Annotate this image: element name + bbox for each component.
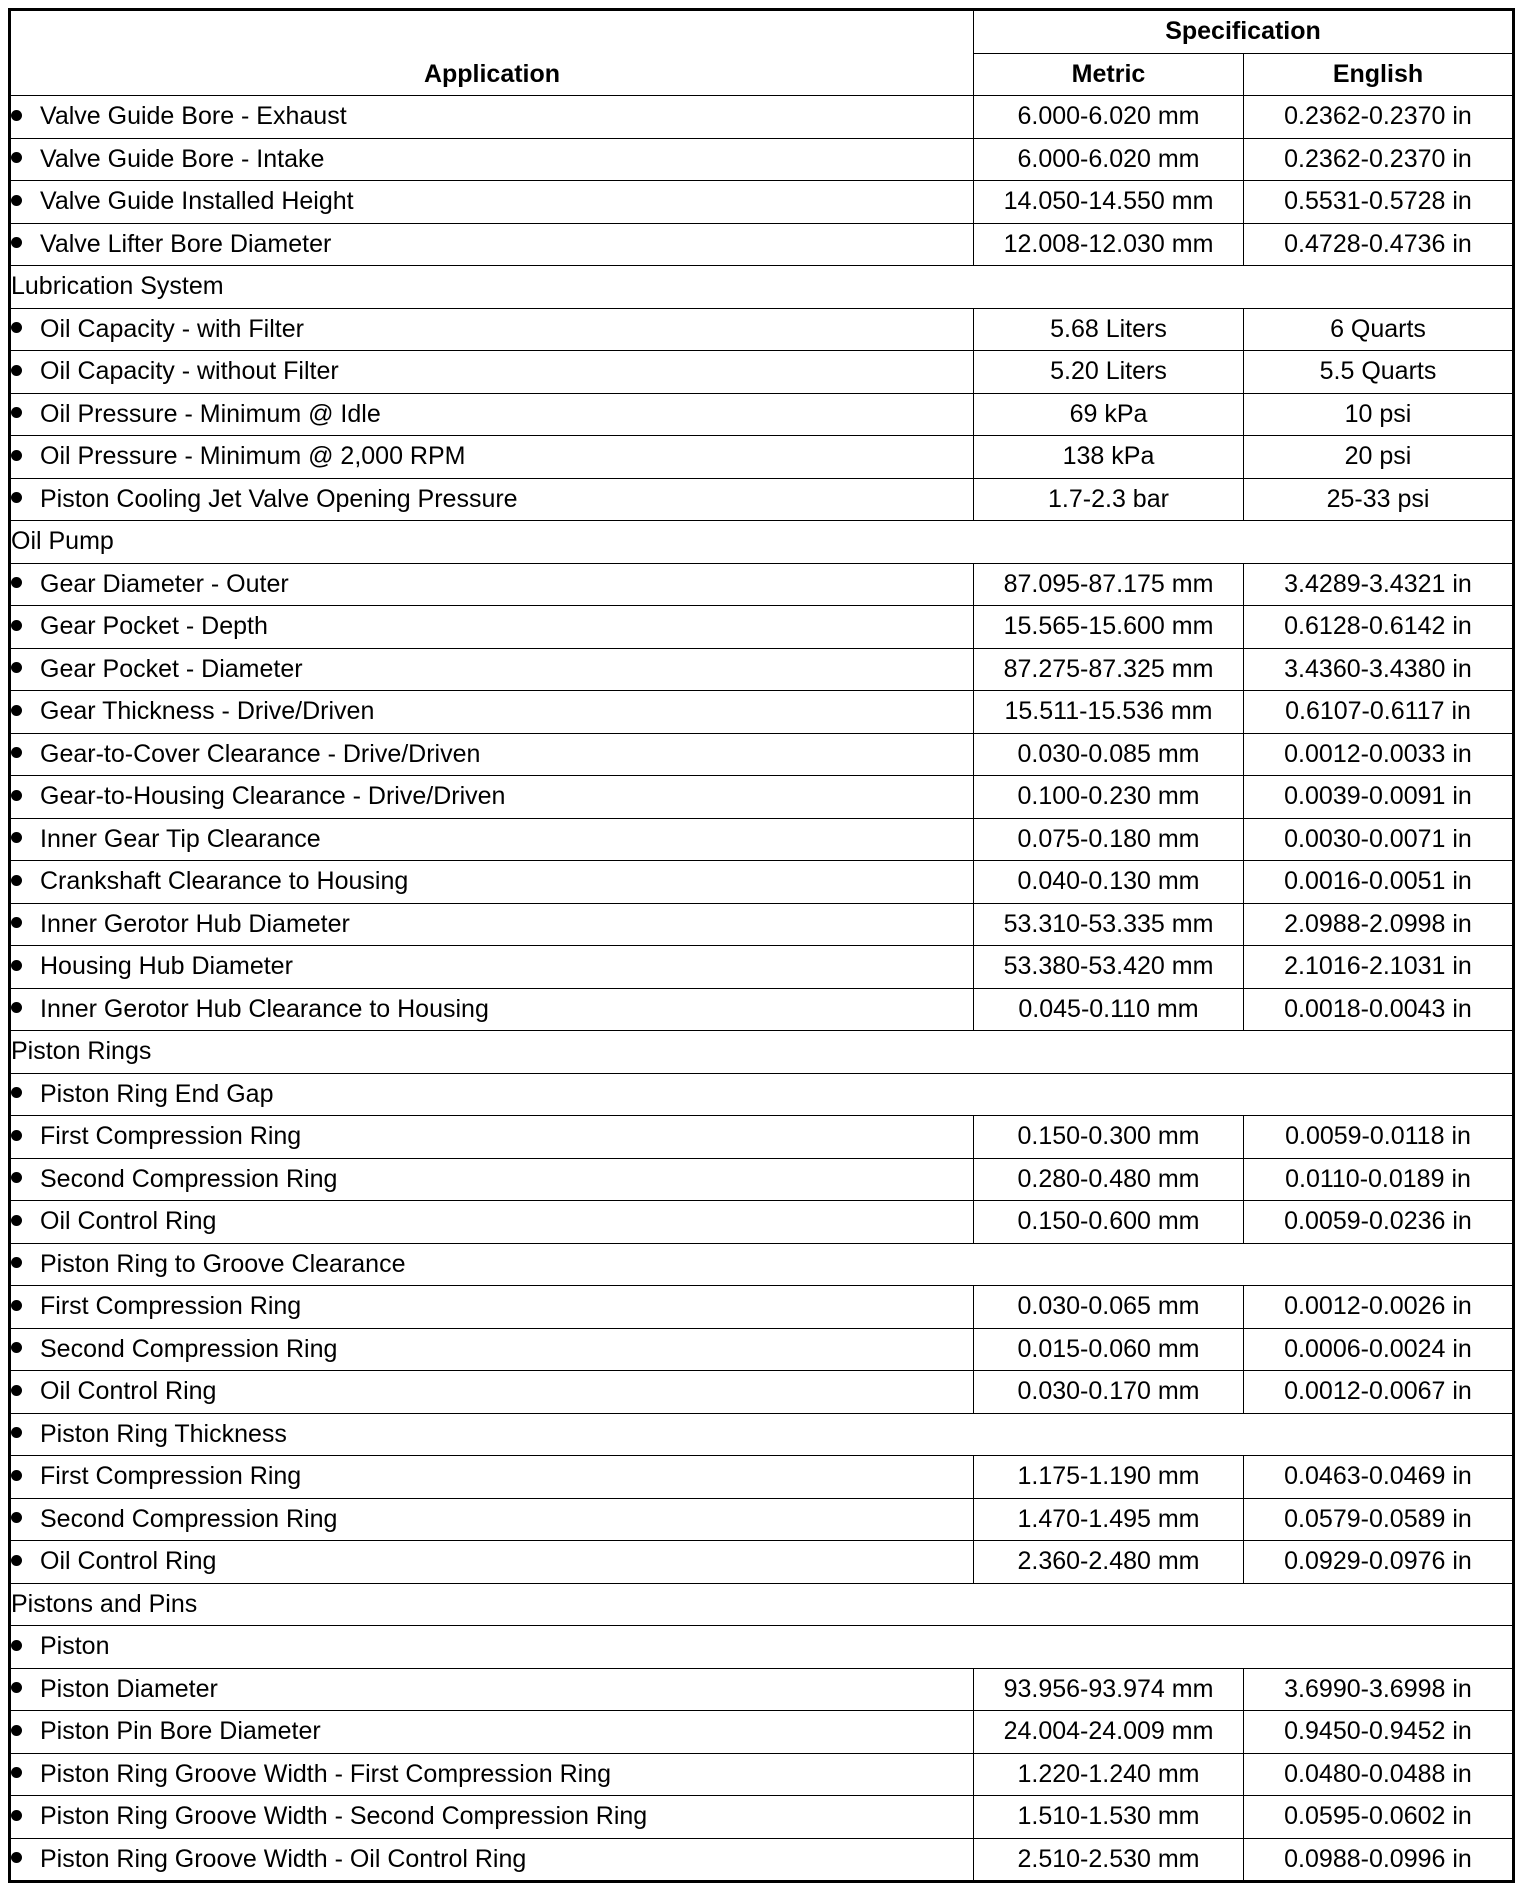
application-label: Piston Ring to Groove Clearance — [40, 1249, 406, 1278]
application-cell — [10, 691, 974, 734]
bullet-icon — [11, 662, 22, 673]
application-label: Piston — [40, 1632, 110, 1660]
application-cell — [10, 861, 974, 904]
application-cell — [10, 1328, 974, 1371]
application-cell — [10, 1541, 974, 1584]
table-row — [10, 308, 1514, 351]
bullet-icon — [11, 1512, 22, 1523]
bullet-icon — [11, 1725, 22, 1736]
application-cell — [10, 308, 974, 351]
section-row — [10, 266, 1514, 309]
metric-value: 87.095-87.175 mm — [974, 563, 1244, 606]
bullet-icon — [11, 1767, 22, 1778]
metric-value: 6.000-6.020 mm — [974, 96, 1244, 139]
bullet-icon — [11, 322, 22, 333]
table-body — [10, 96, 1514, 1882]
application-cell — [10, 1838, 974, 1882]
table-row — [10, 1838, 1514, 1882]
table-row — [10, 1286, 1514, 1329]
application-cell — [10, 351, 974, 394]
bullet-icon — [11, 110, 22, 121]
metric-value: 14.050-14.550 mm — [974, 181, 1244, 224]
application-cell — [10, 393, 974, 436]
bullet-icon — [11, 747, 22, 758]
application-cell — [10, 223, 974, 266]
metric-value: 24.004-24.009 mm — [974, 1711, 1244, 1754]
application-label: Oil Capacity - with Filter — [40, 314, 304, 343]
application-label: Piston Diameter — [40, 1674, 218, 1703]
application-cell — [10, 563, 974, 606]
application-cell — [10, 478, 974, 521]
application-label: Piston Ring Groove Width - First Compression Ring — [40, 1759, 612, 1788]
metric-value: 0.075-0.180 mm — [974, 818, 1244, 861]
application-cell — [10, 1073, 1514, 1116]
bullet-icon — [11, 917, 22, 928]
metric-value: 1.470-1.495 mm — [974, 1498, 1244, 1541]
bullet-icon — [11, 365, 22, 376]
table-row — [10, 563, 1514, 606]
english-header: English — [1244, 53, 1514, 96]
application-label: Piston Ring End Gap — [40, 1079, 274, 1108]
bullet-icon — [11, 1852, 22, 1863]
bullet-icon — [11, 1810, 22, 1821]
metric-value: 1.7-2.3 bar — [974, 478, 1244, 521]
metric-value: 69 kPa — [974, 393, 1244, 436]
metric-value: 15.511-15.536 mm — [974, 691, 1244, 734]
bullet-icon — [11, 407, 22, 418]
table-row — [10, 351, 1514, 394]
table-row — [10, 648, 1514, 691]
table-row — [10, 1456, 1514, 1499]
application-label: Piston Cooling Jet Valve Opening Pressure — [40, 484, 518, 513]
bullet-icon — [11, 1257, 22, 1268]
english-value: 10 psi — [1244, 393, 1514, 436]
english-value: 0.9450-0.9452 in — [1244, 1711, 1514, 1754]
bullet-icon — [11, 1087, 22, 1098]
metric-value: 0.040-0.130 mm — [974, 861, 1244, 904]
bullet-icon — [11, 1300, 22, 1311]
metric-value: 53.310-53.335 mm — [974, 903, 1244, 946]
metric-value: 2.510-2.530 mm — [974, 1838, 1244, 1882]
application-label: Piston Ring Groove Width - Oil Control Ring — [40, 1844, 527, 1873]
specification-header: Specification — [974, 10, 1514, 54]
english-value: 0.6128-0.6142 in — [1244, 606, 1514, 649]
application-cell — [10, 1711, 974, 1754]
metric-value: 138 kPa — [974, 436, 1244, 479]
application-label: Second Compression Ring — [40, 1504, 338, 1533]
section-row — [10, 1583, 1514, 1626]
bullet-icon — [11, 1555, 22, 1566]
section-label: Piston Rings — [10, 1031, 1514, 1074]
subhead-row — [10, 1243, 1514, 1286]
section-row — [10, 1031, 1514, 1074]
subhead-row — [10, 1413, 1514, 1456]
application-cell — [10, 903, 974, 946]
application-cell — [10, 1116, 974, 1159]
english-value: 0.0006-0.0024 in — [1244, 1328, 1514, 1371]
application-cell — [10, 181, 974, 224]
bullet-icon — [11, 832, 22, 843]
bullet-icon — [11, 705, 22, 716]
bullet-icon — [11, 195, 22, 206]
application-cell — [10, 988, 974, 1031]
bullet-icon — [11, 875, 22, 886]
bullet-icon — [11, 1215, 22, 1226]
english-value: 0.0012-0.0026 in — [1244, 1286, 1514, 1329]
application-cell — [10, 1413, 1514, 1456]
table-row — [10, 1158, 1514, 1201]
table-row — [10, 1371, 1514, 1414]
application-label: Valve Guide Bore - Intake — [40, 144, 325, 173]
bullet-icon — [11, 620, 22, 631]
metric-value: 5.68 Liters — [974, 308, 1244, 351]
table-row — [10, 223, 1514, 266]
english-value: 0.0110-0.0189 in — [1244, 1158, 1514, 1201]
english-value: 20 psi — [1244, 436, 1514, 479]
english-value: 0.0016-0.0051 in — [1244, 861, 1514, 904]
bullet-icon — [11, 1342, 22, 1353]
english-value: 3.4289-3.4321 in — [1244, 563, 1514, 606]
metric-value: 0.030-0.170 mm — [974, 1371, 1244, 1414]
metric-value: 12.008-12.030 mm — [974, 223, 1244, 266]
application-label: Inner Gerotor Hub Diameter — [40, 909, 350, 938]
bullet-icon — [11, 960, 22, 971]
bullet-icon — [11, 790, 22, 801]
english-value: 0.0595-0.0602 in — [1244, 1796, 1514, 1839]
table-row — [10, 606, 1514, 649]
application-cell — [10, 1796, 974, 1839]
application-label: Oil Control Ring — [40, 1207, 217, 1235]
bullet-icon — [11, 492, 22, 503]
table-row — [10, 691, 1514, 734]
english-value: 3.6990-3.6998 in — [1244, 1668, 1514, 1711]
table-row — [10, 1711, 1514, 1754]
english-value: 2.0988-2.0998 in — [1244, 903, 1514, 946]
application-label: First Compression Ring — [40, 1292, 302, 1320]
english-value: 3.4360-3.4380 in — [1244, 648, 1514, 691]
metric-value: 1.510-1.530 mm — [974, 1796, 1244, 1839]
bullet-icon — [11, 450, 22, 461]
application-cell — [10, 1753, 974, 1796]
english-value: 6 Quarts — [1244, 308, 1514, 351]
table-row — [10, 776, 1514, 819]
application-label: Housing Hub Diameter — [40, 952, 293, 980]
application-label: Inner Gear Tip Clearance — [40, 824, 321, 853]
bullet-icon — [11, 1427, 22, 1438]
table-row — [10, 988, 1514, 1031]
table-row — [10, 1753, 1514, 1796]
application-cell — [10, 1456, 974, 1499]
application-header: Application — [10, 10, 974, 96]
application-label: Gear-to-Housing Clearance - Drive/Driven — [40, 782, 506, 810]
table-header — [10, 10, 1514, 96]
bullet-icon — [11, 237, 22, 248]
metric-value: 0.100-0.230 mm — [974, 776, 1244, 819]
metric-value: 2.360-2.480 mm — [974, 1541, 1244, 1584]
english-value: 0.0030-0.0071 in — [1244, 818, 1514, 861]
metric-value: 1.175-1.190 mm — [974, 1456, 1244, 1499]
english-value: 0.4728-0.4736 in — [1244, 223, 1514, 266]
application-cell — [10, 1286, 974, 1329]
application-label: Valve Lifter Bore Diameter — [40, 229, 332, 258]
section-label: Pistons and Pins — [10, 1583, 1514, 1626]
metric-value: 0.030-0.085 mm — [974, 733, 1244, 776]
application-cell — [10, 1371, 974, 1414]
application-label: Oil Control Ring — [40, 1377, 217, 1405]
application-label: Gear-to-Cover Clearance - Drive/Driven — [40, 739, 481, 768]
application-cell — [10, 648, 974, 691]
metric-value: 0.150-0.600 mm — [974, 1201, 1244, 1244]
table-row — [10, 818, 1514, 861]
metric-value: 53.380-53.420 mm — [974, 946, 1244, 989]
application-label: Oil Pressure - Minimum @ Idle — [40, 399, 381, 428]
table-row — [10, 181, 1514, 224]
english-value: 0.0059-0.0236 in — [1244, 1201, 1514, 1244]
subhead-row — [10, 1073, 1514, 1116]
application-label: Piston Ring Groove Width - Second Compression Ring — [40, 1802, 648, 1830]
metric-value: 87.275-87.325 mm — [974, 648, 1244, 691]
application-label: Piston Ring Thickness — [40, 1419, 287, 1448]
bullet-icon — [11, 1640, 22, 1651]
metric-value: 15.565-15.600 mm — [974, 606, 1244, 649]
application-label: Oil Capacity - without Filter — [40, 357, 339, 385]
table-row — [10, 903, 1514, 946]
application-cell — [10, 733, 974, 776]
table-row — [10, 946, 1514, 989]
application-cell — [10, 138, 974, 181]
english-value: 0.0480-0.0488 in — [1244, 1753, 1514, 1796]
application-label: Gear Pocket - Diameter — [40, 654, 303, 683]
application-cell — [10, 96, 974, 139]
english-value: 0.0039-0.0091 in — [1244, 776, 1514, 819]
application-label: Gear Pocket - Depth — [40, 612, 268, 640]
application-label: Oil Pressure - Minimum @ 2,000 RPM — [40, 442, 466, 470]
table-row — [10, 1541, 1514, 1584]
application-cell — [10, 1243, 1514, 1286]
metric-value: 1.220-1.240 mm — [974, 1753, 1244, 1796]
table-row — [10, 138, 1514, 181]
english-value: 0.0018-0.0043 in — [1244, 988, 1514, 1031]
application-label: First Compression Ring — [40, 1122, 302, 1150]
bullet-icon — [11, 152, 22, 163]
metric-value: 0.280-0.480 mm — [974, 1158, 1244, 1201]
english-value: 2.1016-2.1031 in — [1244, 946, 1514, 989]
application-label: Oil Control Ring — [40, 1547, 217, 1575]
bullet-icon — [11, 1470, 22, 1481]
application-label: Second Compression Ring — [40, 1164, 338, 1193]
application-label: Gear Thickness - Drive/Driven — [40, 697, 375, 725]
specification-table — [8, 8, 1515, 1883]
table-row — [10, 1328, 1514, 1371]
application-cell — [10, 606, 974, 649]
english-value: 5.5 Quarts — [1244, 351, 1514, 394]
metric-value: 5.20 Liters — [974, 351, 1244, 394]
section-row — [10, 521, 1514, 564]
metric-value: 93.956-93.974 mm — [974, 1668, 1244, 1711]
bullet-icon — [11, 1172, 22, 1183]
table-row — [10, 733, 1514, 776]
english-value: 25-33 psi — [1244, 478, 1514, 521]
bullet-icon — [11, 1385, 22, 1396]
english-value: 0.2362-0.2370 in — [1244, 138, 1514, 181]
application-label: Valve Guide Bore - Exhaust — [40, 102, 347, 130]
table-row — [10, 436, 1514, 479]
table-row — [10, 1116, 1514, 1159]
application-label: First Compression Ring — [40, 1462, 302, 1490]
bullet-icon — [11, 1682, 22, 1693]
table-row — [10, 1201, 1514, 1244]
application-cell — [10, 436, 974, 479]
english-value: 0.2362-0.2370 in — [1244, 96, 1514, 139]
table-row — [10, 1668, 1514, 1711]
application-cell — [10, 946, 974, 989]
metric-value: 0.150-0.300 mm — [974, 1116, 1244, 1159]
application-label: Piston Pin Bore Diameter — [40, 1717, 321, 1745]
application-label: Crankshaft Clearance to Housing — [40, 867, 409, 895]
application-label: Valve Guide Installed Height — [40, 187, 354, 215]
english-value: 0.0988-0.0996 in — [1244, 1838, 1514, 1882]
application-label: Second Compression Ring — [40, 1334, 338, 1363]
english-value: 0.0463-0.0469 in — [1244, 1456, 1514, 1499]
application-cell — [10, 776, 974, 819]
bullet-icon — [11, 577, 22, 588]
table-row — [10, 393, 1514, 436]
english-value: 0.6107-0.6117 in — [1244, 691, 1514, 734]
application-label: Gear Diameter - Outer — [40, 569, 289, 598]
english-value: 0.0929-0.0976 in — [1244, 1541, 1514, 1584]
subhead-row — [10, 1626, 1514, 1669]
metric-value: 0.045-0.110 mm — [974, 988, 1244, 1031]
bullet-icon — [11, 1002, 22, 1013]
english-value: 0.0012-0.0033 in — [1244, 733, 1514, 776]
application-cell — [10, 1668, 974, 1711]
application-cell — [10, 1201, 974, 1244]
table-row — [10, 1498, 1514, 1541]
english-value: 0.0059-0.0118 in — [1244, 1116, 1514, 1159]
section-label: Lubrication System — [10, 266, 1514, 309]
table-row — [10, 861, 1514, 904]
application-cell — [10, 1626, 1514, 1669]
application-label: Inner Gerotor Hub Clearance to Housing — [40, 994, 489, 1023]
english-value: 0.0012-0.0067 in — [1244, 1371, 1514, 1414]
metric-value: 6.000-6.020 mm — [974, 138, 1244, 181]
metric-value: 0.030-0.065 mm — [974, 1286, 1244, 1329]
metric-value: 0.015-0.060 mm — [974, 1328, 1244, 1371]
application-cell — [10, 818, 974, 861]
application-cell — [10, 1498, 974, 1541]
bullet-icon — [11, 1130, 22, 1141]
table-row — [10, 1796, 1514, 1839]
english-value: 0.0579-0.0589 in — [1244, 1498, 1514, 1541]
table-row — [10, 96, 1514, 139]
metric-header: Metric — [974, 53, 1244, 96]
english-value: 0.5531-0.5728 in — [1244, 181, 1514, 224]
section-label: Oil Pump — [10, 521, 1514, 564]
table-row — [10, 478, 1514, 521]
application-cell — [10, 1158, 974, 1201]
